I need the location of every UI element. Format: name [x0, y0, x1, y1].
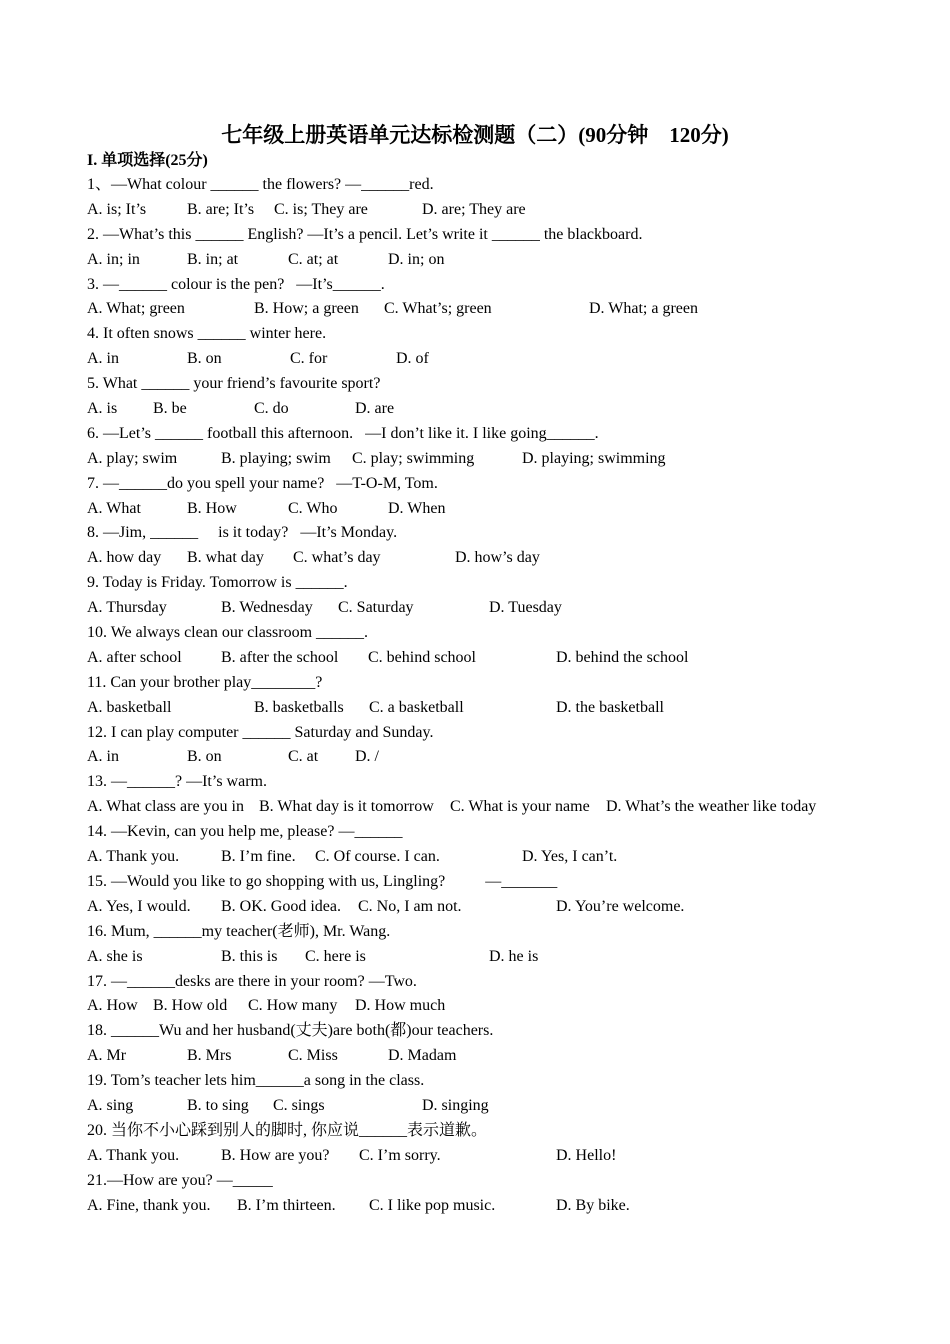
option-d: D. the basketball	[556, 698, 664, 716]
question-options	[87, 198, 907, 223]
option-a: A. Fine, thank you.	[87, 1196, 211, 1214]
option-d: D. What; a green	[589, 300, 698, 318]
question-stem: 4. It often snows ______ winter here.	[87, 325, 327, 343]
option-d: D. /	[355, 748, 379, 766]
option-d: D. Yes, I can’t.	[522, 848, 618, 866]
option-a: A. How	[87, 997, 138, 1015]
question-stem: 13. —______? —It’s warm.	[87, 773, 267, 791]
option-c: C. for	[290, 350, 328, 368]
question-stem: 15. —Would you like to go shopping with us, Lingling? —_______	[87, 872, 558, 890]
option-b: B. playing; swim	[221, 449, 331, 467]
option-c: C. Saturday	[338, 599, 414, 617]
option-a: A. Mr	[87, 1047, 127, 1065]
question-stem: 16. Mum, ______my teacher(老师), Mr. Wang.	[87, 922, 391, 940]
question-stem: 9. Today is Friday. Tomorrow is ______.	[87, 574, 348, 592]
option-d: D. How much	[355, 997, 446, 1015]
question-options	[87, 1194, 907, 1219]
option-b: B. on	[187, 748, 222, 766]
option-a: A. she is	[87, 947, 143, 965]
option-a: A. What class are you in	[87, 798, 244, 816]
question-stem: 7. —______do you spell your name? —T-O-M, Tom.	[87, 474, 438, 492]
question-stem: 6. —Let’s ______ football this afternoon. —I don’t like it. I like going______.	[87, 424, 599, 442]
option-d: D. playing; swimming	[522, 449, 666, 467]
option-b: B. be	[153, 400, 187, 418]
option-c: C. I like pop music.	[369, 1196, 496, 1214]
question-stem: 10. We always clean our classroom ______.	[87, 624, 369, 642]
option-c: C. sings	[273, 1096, 325, 1114]
option-a: A. Thank you.	[87, 848, 180, 866]
option-b: B. what day	[187, 549, 264, 567]
option-d: D. Tuesday	[489, 599, 562, 617]
option-c: C. Miss	[288, 1047, 338, 1065]
question-options	[87, 1044, 907, 1069]
option-d: D. behind the school	[556, 648, 689, 666]
question-options	[87, 895, 907, 920]
option-d: D. singing	[422, 1096, 489, 1114]
option-b: B. How are you?	[221, 1146, 330, 1164]
question-stem: 2. —What’s this ______ English? —It’s a pencil. Let’s write it ______ the blackboard.	[87, 225, 643, 243]
question-options	[87, 596, 907, 621]
question-options	[87, 297, 907, 322]
option-b: B. How old	[153, 997, 228, 1015]
option-b: B. OK. Good idea.	[221, 897, 341, 915]
option-a: A. is; It’s	[87, 200, 147, 218]
option-c: C. at	[288, 748, 319, 766]
option-b: B. I’m thirteen.	[237, 1196, 336, 1214]
question-options	[87, 347, 907, 372]
option-a: A. is	[87, 400, 118, 418]
question-options	[87, 397, 907, 422]
option-b: B. this is	[221, 947, 278, 965]
option-c: C. here is	[305, 947, 366, 965]
option-a: A. What; green	[87, 300, 185, 318]
question-options	[87, 795, 907, 820]
question-stem: 19. Tom’s teacher lets him______a song in the class.	[87, 1072, 425, 1090]
question-stem: 11. Can your brother play________?	[87, 673, 323, 691]
option-b: B. basketballs	[254, 698, 344, 716]
option-d: D. are	[355, 400, 395, 418]
option-b: B. are; It’s	[187, 200, 255, 218]
option-d: D. By bike.	[556, 1196, 630, 1214]
option-c: C. do	[254, 400, 289, 418]
option-b: B. after the school	[221, 648, 339, 666]
question-options	[87, 447, 907, 472]
option-b: B. I’m fine.	[221, 848, 296, 866]
option-b: B. How; a green	[254, 300, 359, 318]
option-c: C. I’m sorry.	[359, 1146, 441, 1164]
question-stem: 1、—What colour ______ the flowers? —______red.	[87, 176, 434, 193]
question-options	[87, 945, 907, 970]
question-options	[87, 248, 907, 273]
option-a: A. after school	[87, 648, 182, 666]
option-a: A. Thank you.	[87, 1146, 180, 1164]
option-c: C. What’s; green	[384, 300, 492, 318]
question-stem: 14. —Kevin, can you help me, please? —______	[87, 823, 403, 841]
question-stem: 3. —______ colour is the pen? —It’s______.	[87, 275, 385, 293]
question-options	[87, 497, 907, 522]
document-title: 七年级上册英语单元达标检测题（二）(90分钟 120分)	[221, 123, 729, 147]
question-options	[87, 646, 907, 671]
option-d: D. Hello!	[556, 1146, 617, 1164]
question-options	[87, 1144, 907, 1169]
question-options	[87, 994, 907, 1019]
option-d: D. in; on	[388, 250, 445, 268]
option-a: A. sing	[87, 1096, 134, 1114]
question-stem: 20. 当你不小心踩到别人的脚时, 你应说______表示道歉。	[87, 1121, 488, 1139]
option-b: B. Mrs	[187, 1047, 232, 1065]
question-options	[87, 845, 907, 870]
option-d: D. of	[396, 350, 429, 368]
option-a: A. What	[87, 499, 141, 517]
option-d: D. You’re welcome.	[556, 897, 685, 915]
option-a: A. in	[87, 748, 119, 766]
option-d: D. he is	[489, 947, 539, 965]
option-a: A. basketball	[87, 698, 172, 716]
option-a: A. Thursday	[87, 599, 167, 617]
option-c: C. is; They are	[274, 200, 368, 218]
option-c: C. a basketball	[369, 698, 464, 716]
option-b: B. on	[187, 350, 222, 368]
option-c: C. How many	[248, 997, 338, 1015]
option-c: C. Of course. I can.	[315, 848, 440, 866]
option-b: B. Wednesday	[221, 599, 313, 617]
question-stem: 18. ______Wu and her husband(丈夫)are both(都)our teachers.	[87, 1022, 494, 1040]
option-b: B. How	[187, 499, 237, 517]
option-c: C. what’s day	[293, 549, 381, 567]
option-d: D. how’s day	[455, 549, 540, 567]
option-b: B. in; at	[187, 250, 239, 268]
option-c: C. behind school	[368, 648, 476, 666]
question-stem: 17. —______desks are there in your room? —Two.	[87, 972, 417, 990]
option-d: D. Madam	[388, 1047, 457, 1065]
option-c: C. at; at	[288, 250, 339, 268]
option-b: B. What day is it tomorrow	[259, 798, 434, 816]
question-list	[87, 173, 907, 1218]
option-d: D. are; They are	[422, 200, 526, 218]
question-stem: 8. —Jim, ______ is it today? —It’s Monday.	[87, 524, 398, 542]
option-d: D. What’s the weather like today	[606, 798, 817, 816]
question-stem: 12. I can play computer ______ Saturday and Sunday.	[87, 723, 434, 741]
option-a: A. play; swim	[87, 449, 178, 467]
option-d: D. When	[388, 499, 446, 517]
question-options	[87, 696, 907, 721]
question-options	[87, 745, 907, 770]
question-stem: 21.—How are you? —_____	[87, 1171, 273, 1189]
option-a: A. how day	[87, 549, 162, 567]
option-c: C. play; swimming	[352, 449, 475, 467]
option-c: C. No, I am not.	[358, 897, 462, 915]
option-c: C. What is your name	[450, 798, 590, 816]
option-a: A. in	[87, 350, 119, 368]
question-stem: 5. What ______ your friend’s favourite sport?	[87, 375, 381, 393]
option-c: C. Who	[288, 499, 338, 517]
option-a: A. Yes, I would.	[87, 897, 191, 915]
question-options	[87, 546, 907, 571]
option-a: A. in; in	[87, 250, 140, 268]
question-options	[87, 1094, 907, 1119]
option-b: B. to sing	[187, 1096, 249, 1114]
section-heading: I. 单项选择(25分)	[87, 152, 208, 169]
